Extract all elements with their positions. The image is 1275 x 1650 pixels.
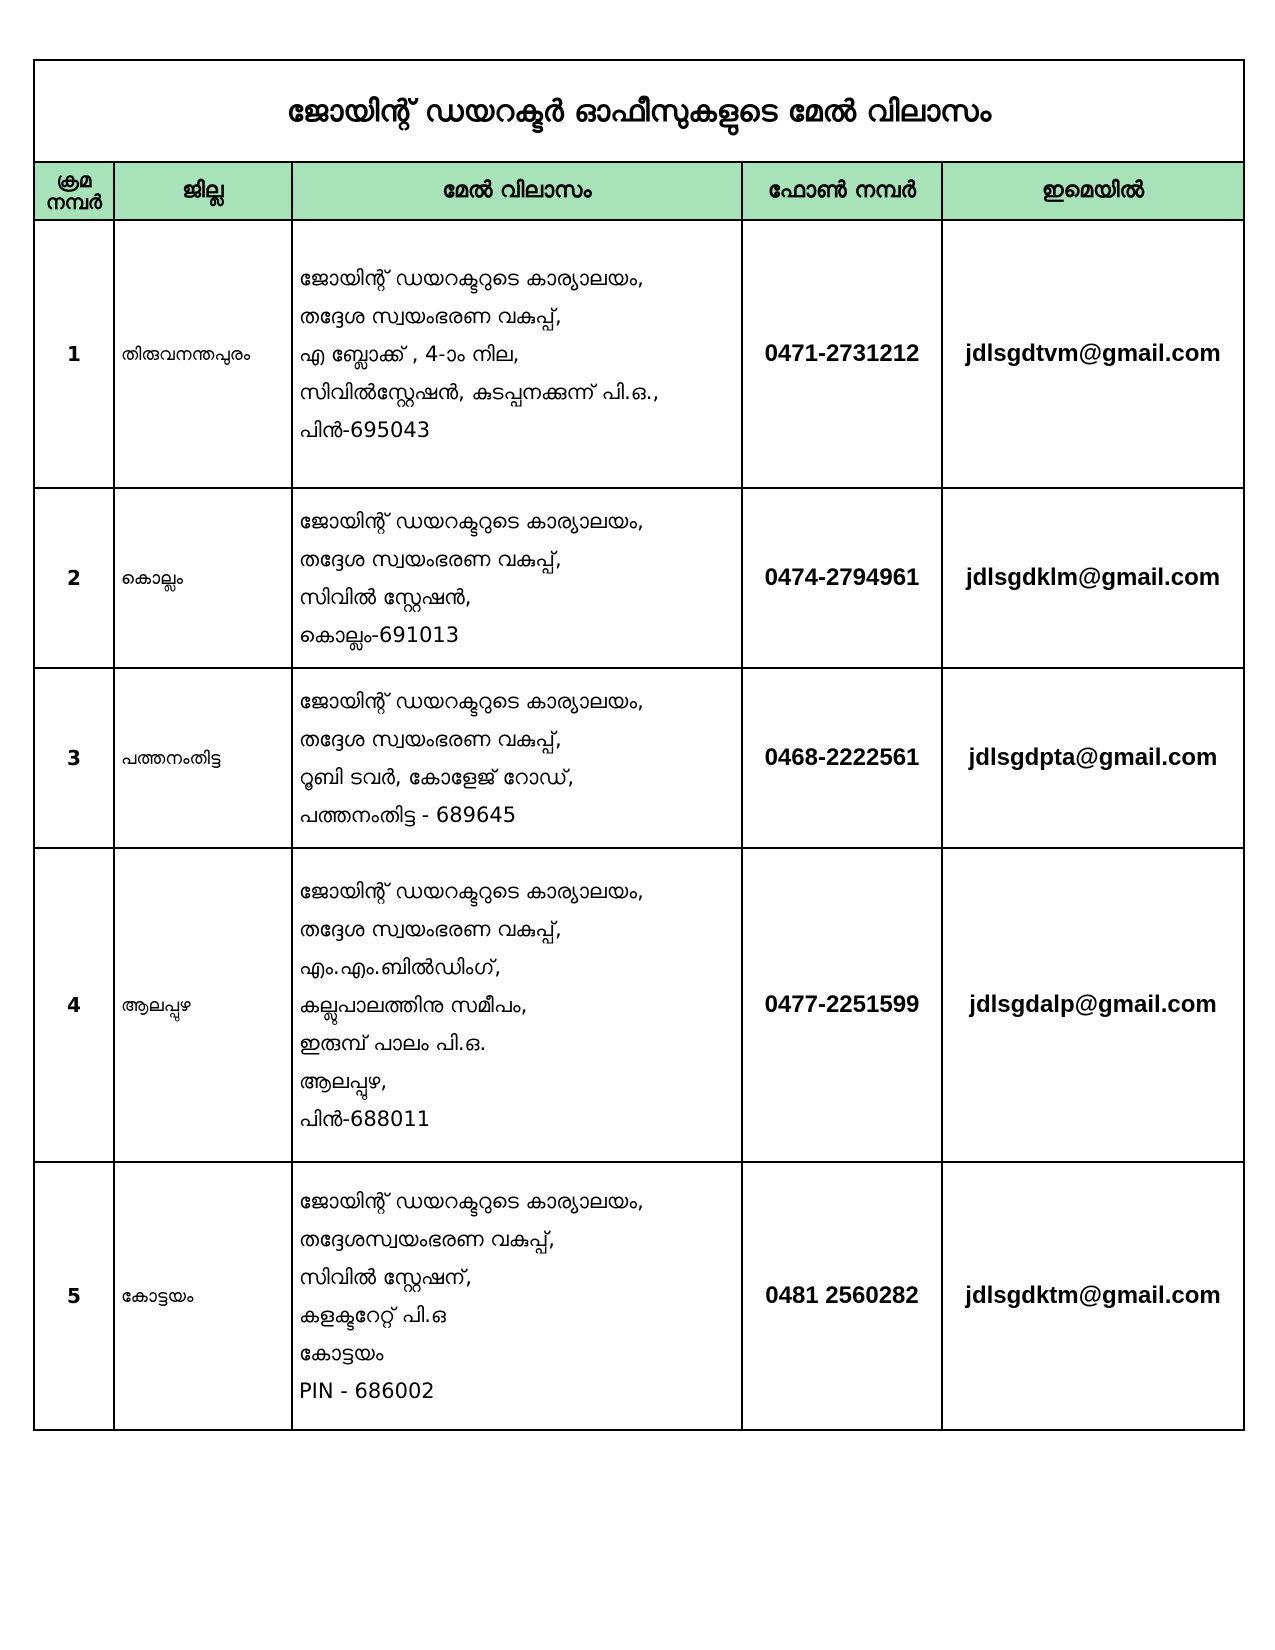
address-line: തദ്ദേശ സ്വയംഭരണ വകുപ്പ്, [299,727,562,751]
address-line: തദ്ദേശ സ്വയംഭരണ വകുപ്പ്, [299,304,562,328]
email-column-header: ഇമെയിൽ [942,162,1244,220]
serial-number: 5 [34,1162,114,1430]
serial-number: 2 [34,488,114,668]
phone-number: 0471-2731212 [742,220,942,488]
address-line: ജോയിന്റ് ഡയറക്ടറുടെ കാര്യാലയം, [299,689,644,713]
address-line: ആലപ്പുഴ, [299,1069,388,1093]
serial-number: 1 [34,220,114,488]
district-name: തിരുവനന്തപുരം [114,220,292,488]
address-line: സിവിൽസ്റ്റേഷൻ, കുടപ്പനക്കുന്ന് പി.ഒ., [299,380,660,404]
email-address: jdlsgdpta@gmail.com [942,668,1244,848]
address-line: സിവിൽ സ്റ്റേഷൻ, [299,585,472,609]
email-address: jdlsgdalp@gmail.com [942,848,1244,1162]
address-column-header: മേൽ വിലാസം [292,162,742,220]
address-line: ജോയിന്റ് ഡയറക്ടറുടെ കാര്യാലയം, [299,879,644,903]
address-line: സിവിൽ സ്റ്റേഷന്, [299,1265,472,1289]
email-address: jdlsgdktm@gmail.com [942,1162,1244,1430]
address-line: പിൻ-695043 [299,418,431,442]
office-address [292,488,742,668]
address-line: പത്തനംതിട്ട - 689645 [299,803,517,827]
serial-number: 3 [34,668,114,848]
address-line: എ ബ്ലോക്ക് , 4-ാം നില, [299,342,520,366]
district-name: പത്തനംതിട്ട [114,668,292,848]
serial-header-line2: നമ്പർ [46,190,102,214]
address-line: തദ്ദേശസ്വയംഭരണ വകുപ്പ്, [299,1227,555,1251]
address-line: എം.എം.ബിൽഡിംഗ്, [299,955,501,979]
district-name: കോട്ടയം [114,1162,292,1430]
address-line: ഇരുമ്പ് പാലം പി.ഒ. [299,1031,487,1055]
offices-table [33,59,1245,1431]
table-row [34,1162,1244,1430]
district-column-header: ജില്ല [114,162,292,220]
serial-number: 4 [34,848,114,1162]
offices-sheet [33,59,1243,1431]
address-line: കോട്ടയം [299,1341,384,1365]
serial-header-line1: ക്രമ [56,168,92,192]
address-line: തദ്ദേശ സ്വയംഭരണ വകുപ്പ്, [299,917,562,941]
table-row [34,488,1244,668]
district-name: കൊല്ലം [114,488,292,668]
address-line: കളക്ടറേറ്റ് പി.ഒ [299,1303,446,1327]
district-name: ആലപ്പുഴ [114,848,292,1162]
office-address [292,848,742,1162]
address-line: തദ്ദേശ സ്വയംഭരണ വകുപ്പ്, [299,547,562,571]
table-row [34,668,1244,848]
address-line: റൂബി ടവർ, കോളേജ് റോഡ്, [299,765,575,789]
table-row [34,848,1244,1162]
email-address: jdlsgdklm@gmail.com [942,488,1244,668]
phone-column-header: ഫോൺ നമ്പർ [742,162,942,220]
table-row [34,220,1244,488]
phone-number: 0468-2222561 [742,668,942,848]
email-address: jdlsgdtvm@gmail.com [942,220,1244,488]
office-address [292,668,742,848]
page-title: ജോയിന്റ് ഡയറക്ടർ ഓഫീസുകളുടെ മേൽ വിലാസം [34,60,1244,162]
address-line: ജോയിന്റ് ഡയറക്ടറുടെ കാര്യാലയം, [299,509,644,533]
serial-column-header [34,162,114,220]
address-line: ജോയിന്റ് ഡയറക്ടറുടെ കാര്യാലയം, [299,266,644,290]
office-address [292,220,742,488]
office-address [292,1162,742,1430]
address-line: കല്ലുപാലത്തിനു സമീപം, [299,993,528,1017]
address-line: ജോയിന്റ് ഡയറക്ടറുടെ കാര്യാലയം, [299,1189,644,1213]
table-header-row [34,162,1244,220]
phone-number: 0474-2794961 [742,488,942,668]
address-line: കൊല്ലം-691013 [299,623,460,647]
address-line: പിൻ-688011 [299,1107,431,1131]
address-line: PIN - 686002 [299,1379,435,1403]
phone-number: 0477-2251599 [742,848,942,1162]
phone-number: 0481 2560282 [742,1162,942,1430]
